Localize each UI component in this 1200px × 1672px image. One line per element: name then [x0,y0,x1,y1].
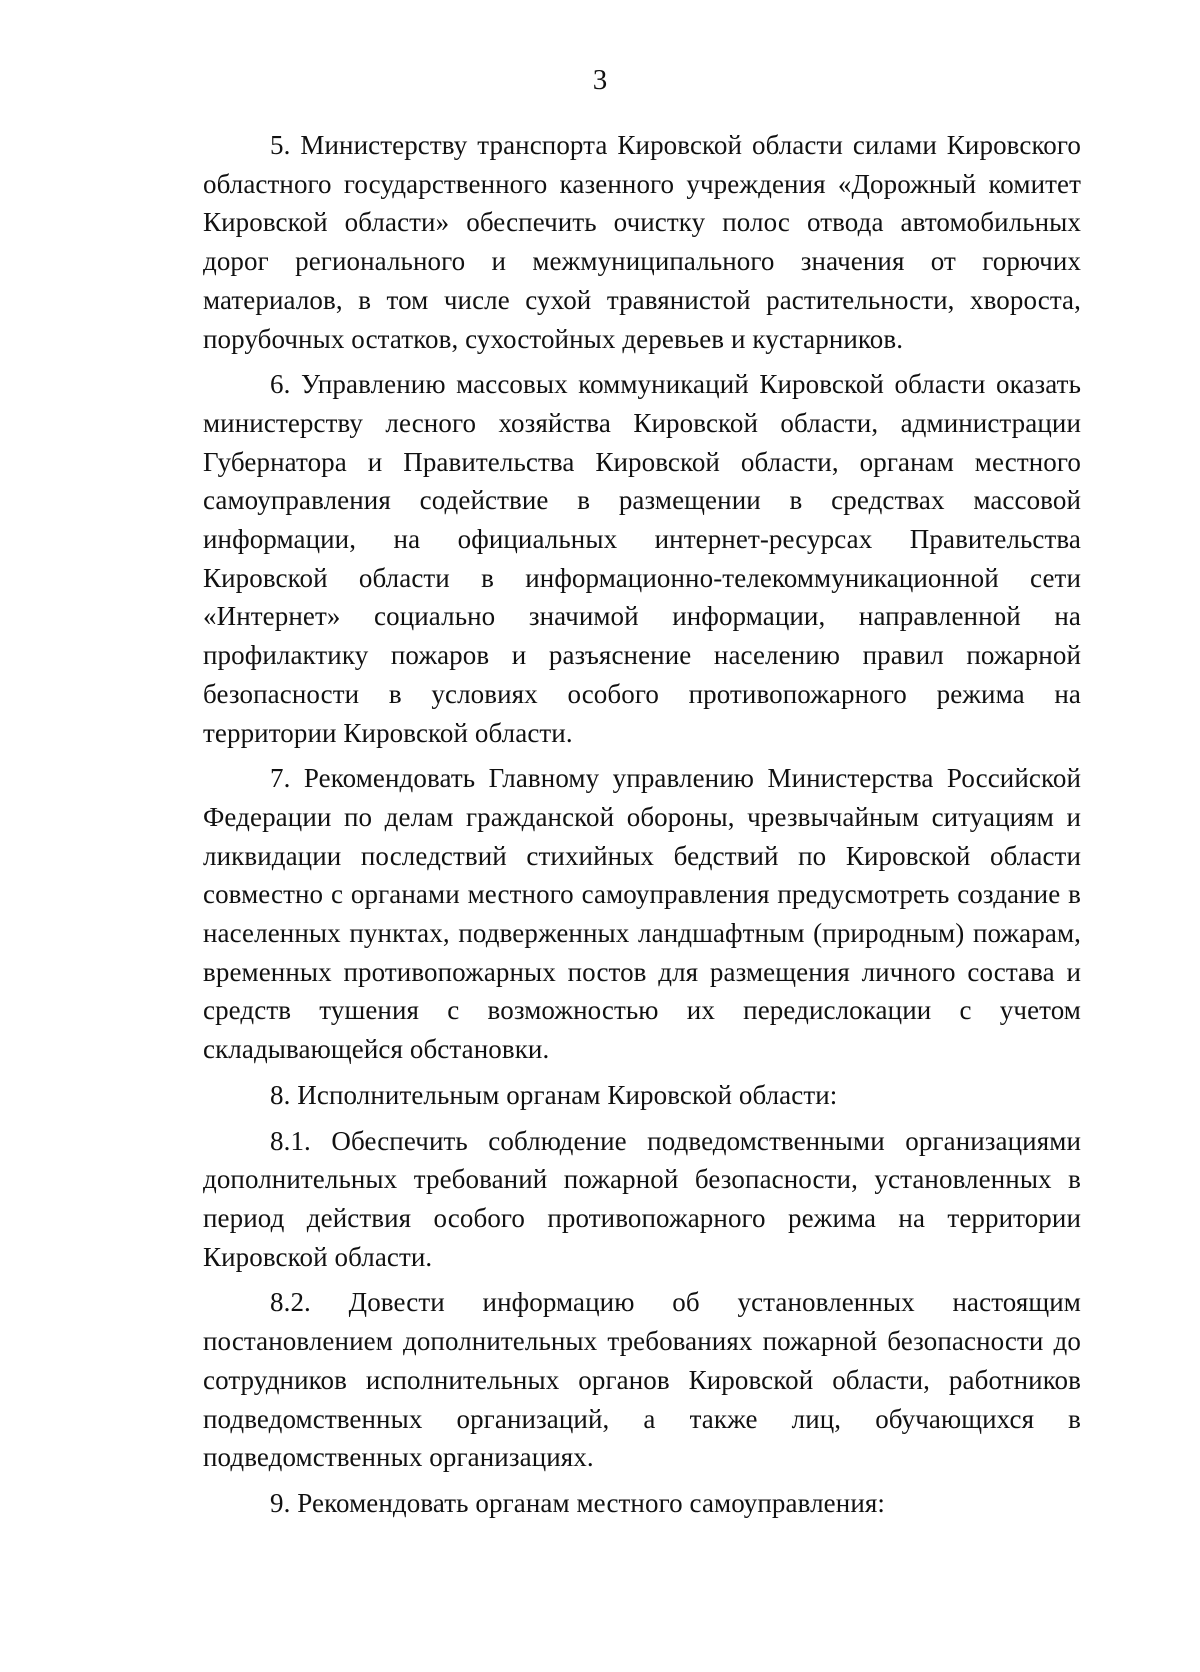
paragraph-9: 9. Рекомендовать органам местного самоуправления: [270,1487,885,1518]
paragraph-8-1: 8.1. Обеспечить соблюдение подведомственными организациями дополнительных требований пожарной безопасности, установленных в период действия особого противопожарного режима на территории Кировской области. [203,1125,1081,1272]
paragraph-7: 7. Рекомендовать Главному управлению Министерства Российской Федерации по делам гражданской обороны, чрезвычайным ситуациям и ликвидации последствий стихийных бедствий по Кировской области совместно с органами местного самоуправления предусмотреть создание в населенных пунктах, подверженных ландшафтным (природным) пожарам, временных противопожарных постов для размещения личного состава и средств тушения с возможностью их передислокации с учетом складывающейся обстановки. [203,763,1081,1065]
page-number: 3 [592,64,608,96]
paragraph-8: 8. Исполнительным органам Кировской области: [270,1079,838,1110]
paragraph-6: 6. Управлению массовых коммуникаций Кировской области оказать министерству лесного хозяйства Кировской области, администрации Губернатора и Правительства Кировской области, органам местного самоуправления содействие в размещении в средствах массовой информации, на официальных интернет-ресурсах Правительства Кировской области в информационно-телекоммуникационной сети «Интернет» социально значимой информации, направленной на профилактику пожаров и разъяснение населению правил пожарной безопасности в условиях особого противопожарного режима на территории Кировской области. [203,369,1081,748]
document-body [203,126,1081,1530]
paragraph-5: 5. Министерству транспорта Кировской области силами Кировского областного государственного казенного учреждения «Дорожный комитет Кировской области» обеспечить очистку полос отвода автомобильных дорог регионального и межмуниципального значения от горючих материалов, в том числе сухой травянистой растительности, хвороста, порубочных остатков, сухостойных деревьев и кустарников. [203,130,1081,354]
paragraph-8-2: 8.2. Довести информацию об установленных настоящим постановлением дополнительных требованиях пожарной безопасности до сотрудников исполнительных органов Кировской области, работников подведомственных организаций, а также лиц, обучающихся в подведомственных организациях. [203,1287,1081,1473]
